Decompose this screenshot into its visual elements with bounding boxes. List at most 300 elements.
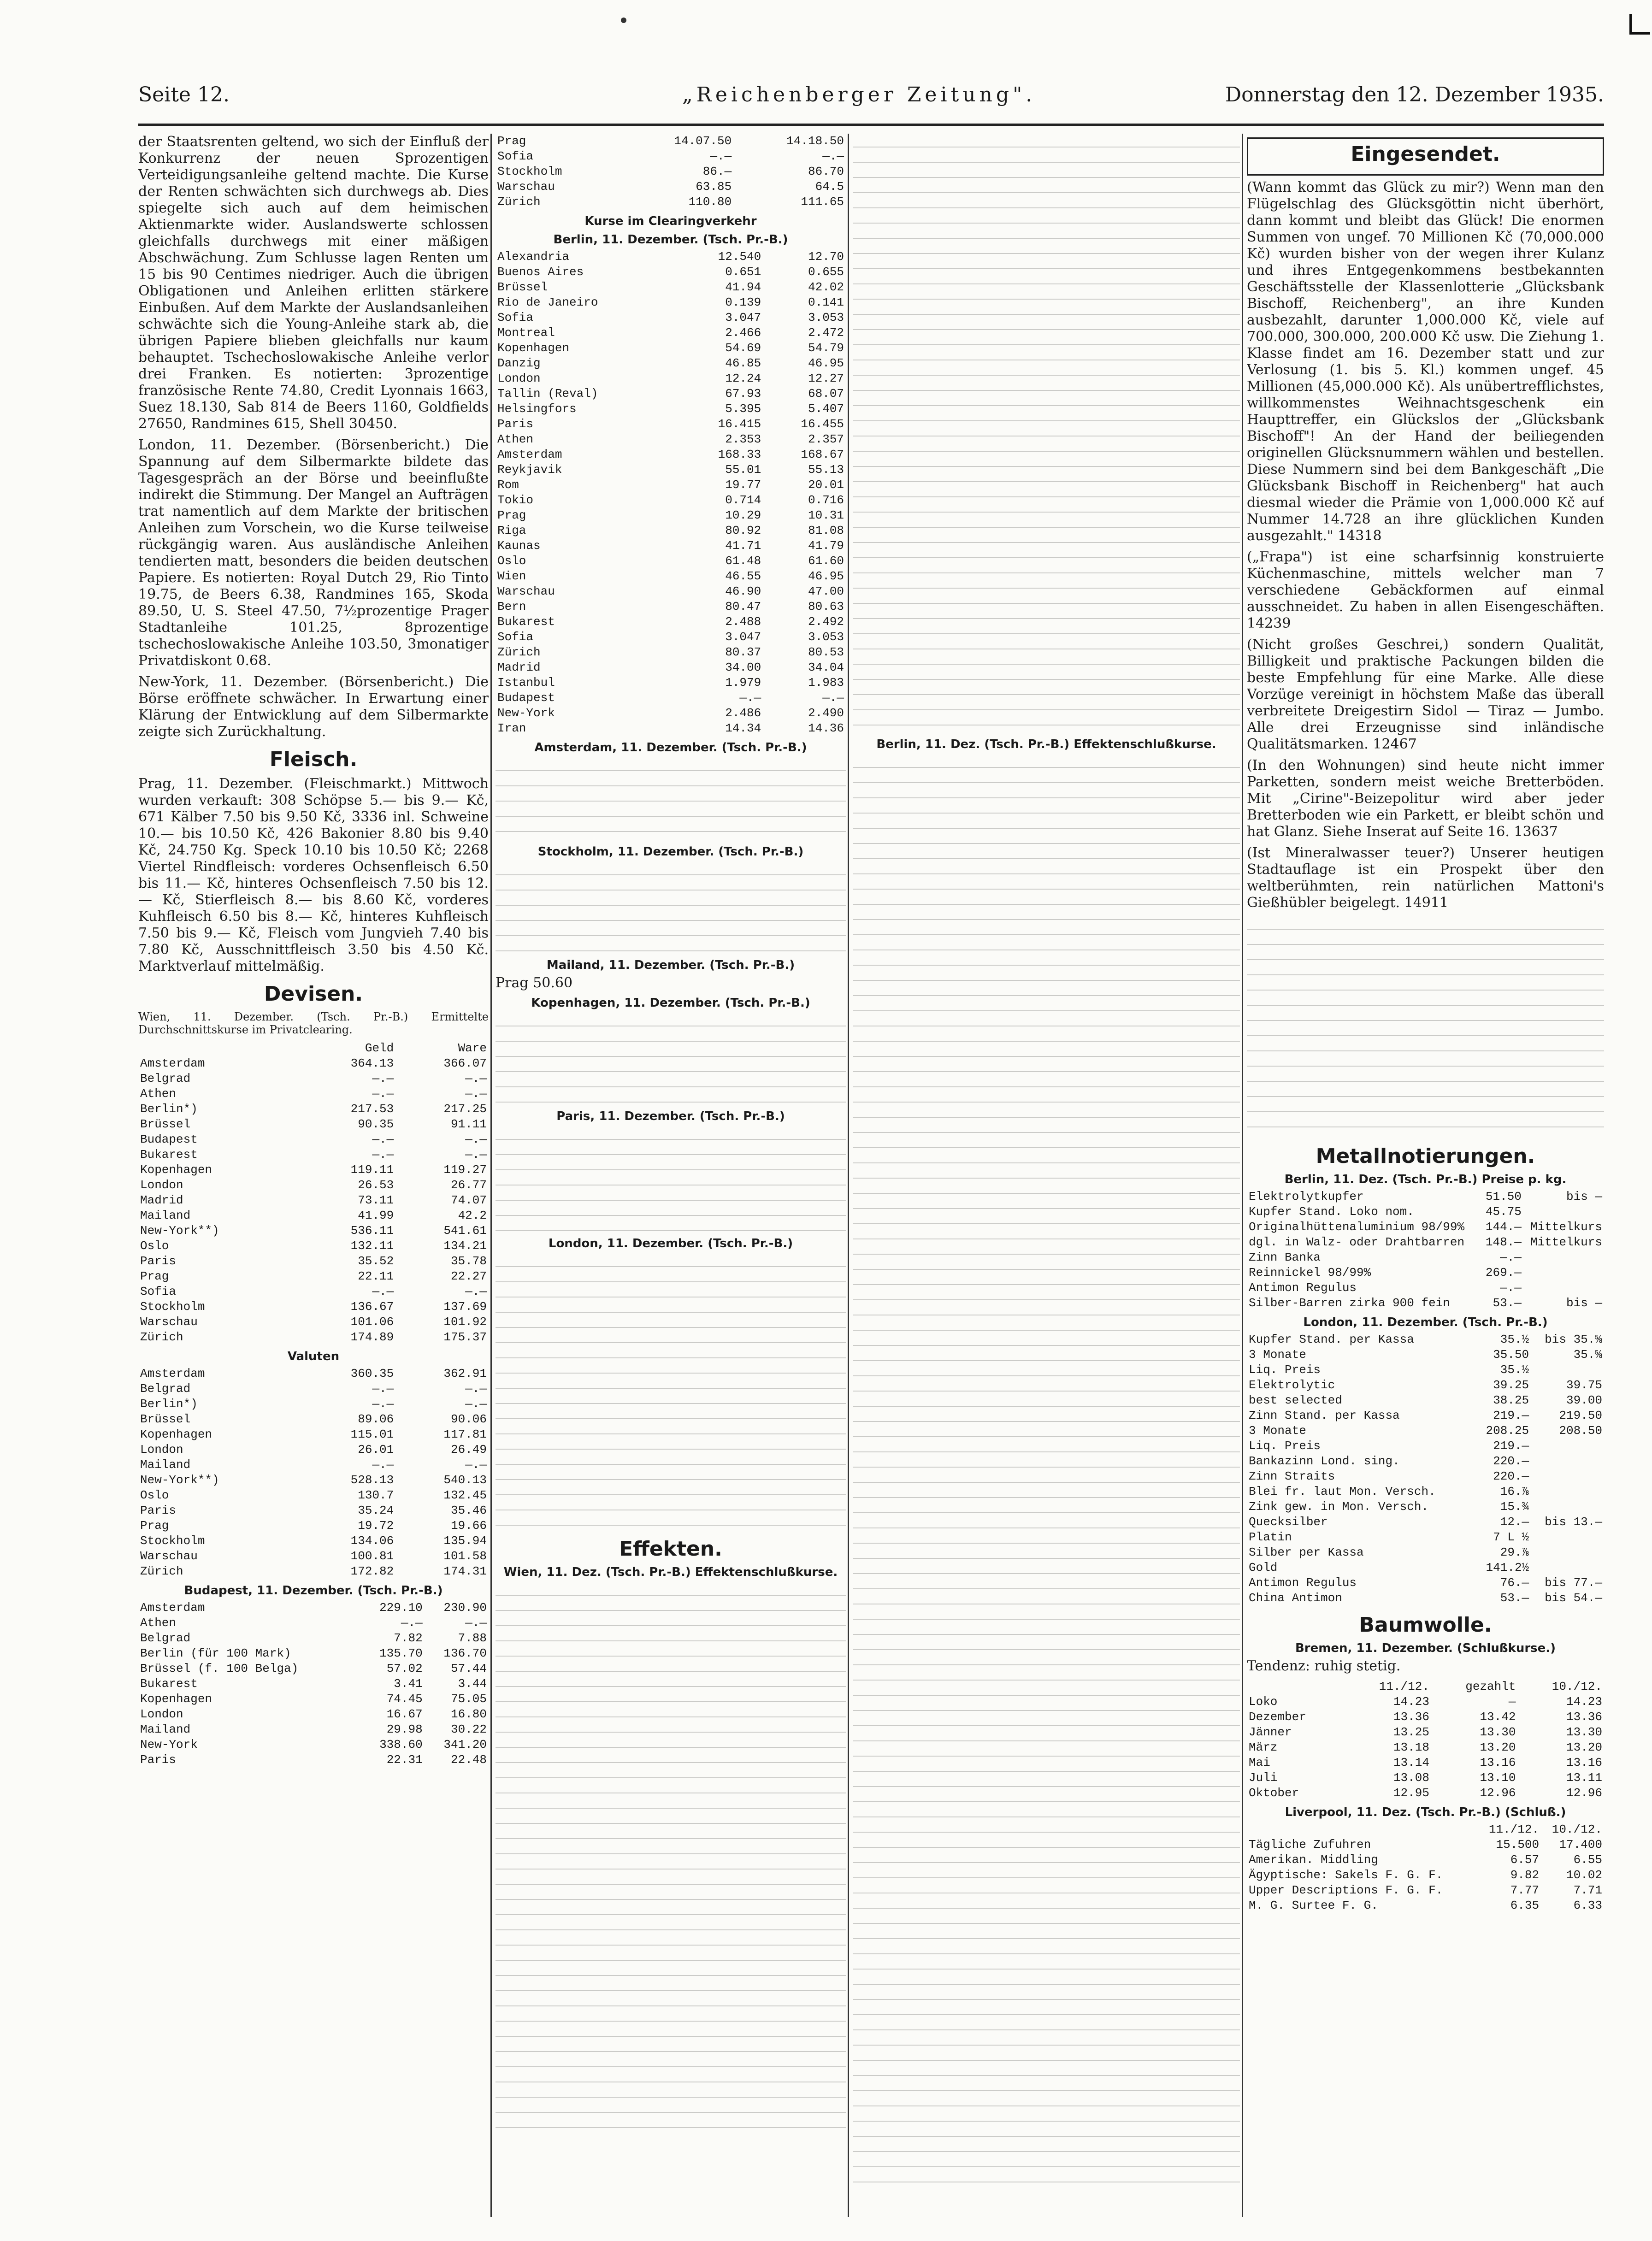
row-value: 10.31 bbox=[808, 508, 844, 522]
liverpool-title: Liverpool, 11. Dez. (Tsch. Pr.-B.) (Schluß.) bbox=[1285, 1805, 1566, 1819]
table-row bbox=[138, 1549, 489, 1564]
table-header bbox=[1247, 1822, 1604, 1837]
row-value: bis 35.⅝ bbox=[1545, 1333, 1602, 1346]
table-row bbox=[496, 690, 846, 706]
row-value: 41.79 bbox=[808, 539, 844, 553]
row-value: 3.44 bbox=[458, 1677, 487, 1691]
row-label: Silber per Kassa bbox=[1249, 1545, 1364, 1559]
london-report: London, 11. Dezember. (Börsenbericht.) Die Spannung auf dem Silbermarkte bildete das Tagesgespräch an der Börse und beeinflußte indirekt die Stimmung. Der Mangel an Aufträgen trat namentlich auf dem Markte der britischen Anleihen zum Vorschein, wo die Kurse teilweise rückgängig waren. Aus ausländische Anleihen tendierten matt, besonders die beiden deutschen Papiere. Es notierten: Royal Dutch 29, Rio Tinto 19.75, de Beers 6.38, Randmines 165, Skoda 89.50, U. S. Steel 47.50, 7½prozentige Prager Stadtanleihe 101.25, 8prozentige tschechoslowakische Anleihe 103.50, 3monatiger Privatdiskont 0.68. bbox=[138, 437, 489, 669]
table-row bbox=[1247, 1250, 1604, 1265]
row-value: 0.714 bbox=[725, 493, 761, 507]
row-label: Sofia bbox=[497, 311, 534, 324]
row-value: 80.92 bbox=[725, 524, 761, 537]
table-row bbox=[1247, 1898, 1604, 1913]
valuten-title: Valuten bbox=[287, 1350, 340, 1363]
ad-frapa: („Frapa") ist eine scharfsinnig konstruierte Küchenmaschine, mittels welcher man 7 verschiedene Gebäckformen auf einmal ausschneidet. Zu haben in allen Eisengeschäften. 14239 bbox=[1247, 549, 1604, 631]
row-value: 22.31 bbox=[386, 1753, 423, 1767]
table-row bbox=[496, 462, 846, 478]
row-label: Bukarest bbox=[140, 1677, 198, 1691]
row-value bbox=[1531, 1454, 1604, 1469]
row-value: 13.14 bbox=[1393, 1756, 1429, 1769]
row-value: 269.— bbox=[1485, 1266, 1522, 1280]
row-label: Zinn Straits bbox=[1249, 1469, 1335, 1483]
row-label: Amsterdam bbox=[140, 1056, 205, 1070]
row-label: Elektrolytkupfer bbox=[1249, 1190, 1364, 1203]
row-value: 35.½ bbox=[1500, 1333, 1529, 1346]
row-value: 46.90 bbox=[725, 584, 761, 598]
kopenhagen-table bbox=[496, 1013, 846, 1105]
row-value: 117.81 bbox=[443, 1427, 487, 1441]
row-value: 14.23 bbox=[1393, 1695, 1429, 1709]
row-value: 528.13 bbox=[350, 1473, 394, 1487]
row-label: Paris bbox=[497, 417, 534, 431]
row-value: 19.66 bbox=[450, 1519, 487, 1533]
metall-london-title: London, 11. Dezember. (Tsch. Pr.-B.) bbox=[1303, 1315, 1548, 1329]
table-row bbox=[1247, 1347, 1604, 1362]
row-label: Bankazinn Lond. sing. bbox=[1249, 1454, 1400, 1468]
section-title-baumwolle: Baumwolle. bbox=[1359, 1613, 1492, 1637]
budapest-table bbox=[138, 1600, 489, 1768]
row-value: 29.98 bbox=[386, 1722, 423, 1736]
row-label: Mailand bbox=[140, 1722, 191, 1736]
table-row bbox=[496, 149, 846, 164]
row-label: Silber-Barren zirka 900 fein bbox=[1249, 1296, 1450, 1310]
row-label: Oktober bbox=[1249, 1786, 1299, 1800]
row-value: 2.472 bbox=[808, 326, 844, 340]
table-row bbox=[1247, 1189, 1604, 1204]
row-value: 100.81 bbox=[350, 1549, 394, 1563]
table-row bbox=[1247, 1770, 1604, 1786]
row-value: 35.50 bbox=[1493, 1348, 1529, 1362]
section-title-eingesendet: Eingesendet. bbox=[1351, 142, 1500, 166]
row-value: 19.77 bbox=[725, 478, 761, 492]
table-row bbox=[496, 195, 846, 210]
bremen-tendenz: Tendenz: ruhig stetig. bbox=[1247, 1658, 1401, 1674]
row-label: Wien bbox=[497, 569, 526, 583]
table-row bbox=[1247, 1515, 1604, 1530]
row-value: 119.11 bbox=[350, 1163, 394, 1177]
column-4 bbox=[1247, 134, 1604, 2217]
row-label: Montreal bbox=[497, 326, 555, 340]
row-label: Sofia bbox=[497, 149, 534, 163]
row-value: 220.— bbox=[1493, 1454, 1529, 1468]
row-label: Antimon Regulus bbox=[1249, 1281, 1357, 1295]
row-value: 61.60 bbox=[808, 554, 844, 568]
table-row bbox=[1247, 1265, 1604, 1280]
row-label: Amsterdam bbox=[497, 448, 562, 461]
column-divider bbox=[848, 134, 849, 2217]
row-value: 208.25 bbox=[1486, 1424, 1529, 1438]
row-value: 64.5 bbox=[815, 180, 844, 194]
row-label: Belgrad bbox=[140, 1072, 191, 1085]
issue-date: Donnerstag den 12. Dezember 1935. bbox=[1225, 83, 1604, 106]
row-value: 144.— bbox=[1485, 1220, 1522, 1234]
table-row bbox=[496, 569, 846, 584]
row-value: 90.35 bbox=[358, 1117, 394, 1131]
header-cell: 11./12. bbox=[1379, 1680, 1429, 1693]
row-label: Madrid bbox=[140, 1193, 183, 1207]
table-row bbox=[1247, 1378, 1604, 1393]
row-label: Bukarest bbox=[140, 1148, 198, 1162]
row-label: Kupfer Stand. Loko nom. bbox=[1249, 1205, 1414, 1219]
row-value: 15.500 bbox=[1496, 1838, 1540, 1852]
row-value: 53.— bbox=[1493, 1296, 1522, 1310]
table-row bbox=[496, 280, 846, 295]
table-row bbox=[138, 1178, 489, 1193]
row-value: 10.29 bbox=[725, 508, 761, 522]
row-value: —.— bbox=[822, 691, 844, 705]
row-value: 1.983 bbox=[808, 676, 844, 690]
row-value: 17.400 bbox=[1559, 1838, 1602, 1852]
row-label: Mailand bbox=[140, 1209, 191, 1222]
stock-table-upper bbox=[853, 134, 1240, 733]
row-value: 29.⅞ bbox=[1500, 1545, 1529, 1559]
table-row bbox=[138, 1193, 489, 1208]
row-label: Kopenhagen bbox=[140, 1427, 212, 1441]
row-value: 217.25 bbox=[443, 1102, 487, 1116]
row-label: 3 Monate bbox=[1249, 1424, 1306, 1438]
table-row bbox=[496, 508, 846, 523]
table-row bbox=[496, 706, 846, 721]
row-value: 53.— bbox=[1500, 1591, 1529, 1605]
row-label: Zürich bbox=[497, 645, 541, 659]
table-row bbox=[138, 1086, 489, 1102]
row-value: 7.82 bbox=[394, 1631, 423, 1645]
row-label: Elektrolytic bbox=[1249, 1378, 1335, 1392]
row-value: 34.00 bbox=[725, 661, 761, 674]
table-row bbox=[138, 1600, 489, 1616]
row-label: Prag bbox=[497, 134, 526, 148]
table-row bbox=[496, 523, 846, 538]
row-label: Gold bbox=[1249, 1561, 1278, 1575]
column-3 bbox=[853, 134, 1240, 2217]
row-value: 132.11 bbox=[350, 1239, 394, 1253]
row-value: 39.25 bbox=[1493, 1378, 1529, 1392]
table-row bbox=[1247, 1755, 1604, 1770]
row-value: 168.33 bbox=[718, 448, 761, 461]
table-row bbox=[496, 584, 846, 599]
row-value: 132.45 bbox=[443, 1488, 487, 1502]
row-value: 74.07 bbox=[450, 1193, 487, 1207]
row-value: bis 54.— bbox=[1545, 1591, 1602, 1605]
row-value: 2.466 bbox=[725, 326, 761, 340]
row-label: London bbox=[140, 1443, 183, 1457]
row-value: 13.20 bbox=[1480, 1740, 1516, 1754]
row-value: 86.70 bbox=[808, 165, 844, 178]
table-row bbox=[138, 1752, 489, 1768]
berlin-effekten-table bbox=[853, 754, 1240, 2183]
table-row bbox=[138, 1208, 489, 1223]
row-value: 46.95 bbox=[808, 569, 844, 583]
table-row bbox=[138, 1646, 489, 1661]
row-value: 338.60 bbox=[379, 1738, 423, 1752]
table-row bbox=[1247, 1423, 1604, 1439]
row-label: Rom bbox=[497, 478, 519, 492]
row-value: 38.25 bbox=[1493, 1393, 1529, 1407]
row-label: Zürich bbox=[497, 195, 541, 209]
row-value: 115.01 bbox=[350, 1427, 394, 1441]
eingesendet-box bbox=[1247, 137, 1604, 176]
table-row bbox=[1247, 1454, 1604, 1469]
row-value: 16.80 bbox=[450, 1707, 487, 1721]
row-value: 46.85 bbox=[725, 356, 761, 370]
table-row bbox=[1247, 1332, 1604, 1347]
row-label: New-York**) bbox=[140, 1473, 219, 1487]
row-value: 2.486 bbox=[725, 706, 761, 720]
table-row bbox=[1247, 1868, 1604, 1883]
row-value: 135.70 bbox=[379, 1646, 423, 1660]
row-value: 148.— bbox=[1485, 1235, 1522, 1249]
row-value: —.— bbox=[372, 1397, 394, 1411]
table-row bbox=[138, 1299, 489, 1315]
row-label: M. G. Surtee F. G. bbox=[1249, 1899, 1378, 1912]
table-row bbox=[1247, 1235, 1604, 1250]
table-row bbox=[496, 447, 846, 462]
column-1 bbox=[138, 134, 489, 2217]
row-label: Helsingfors bbox=[497, 402, 577, 416]
row-label: London bbox=[140, 1178, 183, 1192]
row-label: Berlin*) bbox=[140, 1102, 198, 1116]
row-value: 219.— bbox=[1493, 1439, 1529, 1453]
row-value: 7.88 bbox=[458, 1631, 487, 1645]
row-value: 3.053 bbox=[808, 311, 844, 324]
table-row bbox=[138, 1564, 489, 1579]
row-value bbox=[1531, 1439, 1604, 1454]
table-row bbox=[496, 371, 846, 386]
row-value: 35.78 bbox=[450, 1254, 487, 1268]
row-value: 0.139 bbox=[725, 295, 761, 309]
row-value: 46.55 bbox=[725, 569, 761, 583]
table-row bbox=[1247, 1545, 1604, 1560]
row-value: 5.407 bbox=[808, 402, 844, 416]
ad-mattoni: (Ist Mineralwasser teuer?) Unserer heutigen Stadtauflage ist ein Prospekt über den weltberühmten, rein natürlichen Mattoni's Gießhübler beigelegt. 14911 bbox=[1247, 845, 1604, 911]
table-row bbox=[1247, 1575, 1604, 1591]
row-value: 13.36 bbox=[1566, 1710, 1602, 1724]
row-value bbox=[1523, 1204, 1604, 1220]
row-value: 0.655 bbox=[808, 265, 844, 279]
row-value: 5.395 bbox=[725, 402, 761, 416]
row-value: 130.7 bbox=[358, 1488, 394, 1502]
table-row bbox=[496, 386, 846, 401]
row-value: 134.21 bbox=[443, 1239, 487, 1253]
table-row bbox=[496, 295, 846, 310]
row-value: 16.415 bbox=[718, 417, 761, 431]
table-row bbox=[1247, 1725, 1604, 1740]
table-row bbox=[1247, 1408, 1604, 1423]
devisen-table bbox=[138, 1041, 489, 1345]
table-row bbox=[138, 1412, 489, 1427]
row-value: 6.35 bbox=[1510, 1899, 1540, 1912]
row-label: Zink gew. in Mon. Versch. bbox=[1249, 1500, 1429, 1514]
table-row bbox=[1247, 1694, 1604, 1710]
row-label: London bbox=[140, 1707, 183, 1721]
table-row bbox=[138, 1381, 489, 1397]
row-value bbox=[1531, 1469, 1604, 1484]
row-value: 26.01 bbox=[358, 1443, 394, 1457]
row-value: 360.35 bbox=[350, 1367, 394, 1380]
table-row bbox=[1247, 1362, 1604, 1378]
row-label: Zinn Banka bbox=[1249, 1250, 1321, 1264]
budapest-title: Budapest, 11. Dezember. (Tsch. Pr.-B.) bbox=[184, 1584, 443, 1598]
row-value: 75.05 bbox=[450, 1692, 487, 1706]
row-value: 13.36 bbox=[1393, 1710, 1429, 1724]
table-row bbox=[496, 432, 846, 447]
row-value: Mittelkurs bbox=[1530, 1220, 1602, 1234]
berlin-devisen-table bbox=[496, 249, 846, 736]
row-label: Riga bbox=[497, 524, 526, 537]
table-row bbox=[496, 401, 846, 417]
row-value: 74.45 bbox=[386, 1692, 423, 1706]
row-value: 41.99 bbox=[358, 1209, 394, 1222]
row-label: Mailand bbox=[140, 1458, 191, 1472]
stockholm-table bbox=[496, 861, 846, 954]
table-header bbox=[1247, 1679, 1604, 1694]
table-row bbox=[138, 1162, 489, 1178]
row-value: 39.75 bbox=[1566, 1378, 1602, 1392]
row-value: bis 13.— bbox=[1545, 1515, 1602, 1529]
row-value: 42.2 bbox=[458, 1209, 487, 1222]
paris-table bbox=[496, 1126, 846, 1232]
row-value: 80.53 bbox=[808, 645, 844, 659]
metall-berlin-table bbox=[1247, 1189, 1604, 1311]
row-label: Mai bbox=[1249, 1756, 1270, 1769]
row-value: —.— bbox=[372, 1087, 394, 1101]
row-value: 229.10 bbox=[379, 1601, 423, 1615]
mailand-title: Mailand, 11. Dezember. (Tsch. Pr.-B.) bbox=[546, 958, 795, 972]
row-label: Bukarest bbox=[497, 615, 555, 629]
row-label: Liq. Preis bbox=[1249, 1439, 1321, 1453]
row-value: 174.31 bbox=[443, 1564, 487, 1578]
table-row bbox=[496, 554, 846, 569]
liverpool-table bbox=[1247, 1822, 1604, 1913]
row-label: Reykjavik bbox=[497, 463, 562, 477]
row-value: 22.11 bbox=[358, 1269, 394, 1283]
row-value: 6.55 bbox=[1573, 1853, 1602, 1867]
row-value: 101.06 bbox=[350, 1315, 394, 1329]
header-cell bbox=[1247, 1822, 1478, 1837]
row-value: 12.70 bbox=[808, 250, 844, 264]
table-row bbox=[1247, 1852, 1604, 1868]
row-value: 13.16 bbox=[1480, 1756, 1516, 1769]
table-row bbox=[138, 1692, 489, 1707]
amsterdam-table bbox=[496, 757, 846, 840]
row-value: —.— bbox=[822, 149, 844, 163]
row-value: 13.10 bbox=[1480, 1771, 1516, 1785]
row-label: Prag bbox=[140, 1519, 169, 1533]
row-value: 14.18.50 bbox=[786, 134, 844, 148]
table-row bbox=[138, 1102, 489, 1117]
header-cell bbox=[138, 1041, 303, 1056]
row-value: 35.46 bbox=[450, 1504, 487, 1517]
row-label: New-York bbox=[497, 706, 555, 720]
table-row bbox=[138, 1223, 489, 1238]
row-label: London bbox=[497, 372, 541, 385]
table-row bbox=[1247, 1710, 1604, 1725]
row-value: 172.82 bbox=[350, 1564, 394, 1578]
corner-mark bbox=[1629, 14, 1650, 35]
row-label: Tallin (Reval) bbox=[497, 387, 598, 401]
table-row bbox=[138, 1071, 489, 1086]
row-label: Originalhüttenaluminium 98/99% bbox=[1249, 1220, 1465, 1234]
row-label: Liq. Preis bbox=[1249, 1363, 1321, 1377]
row-label: Zürich bbox=[140, 1330, 183, 1344]
row-label: China Antimon bbox=[1249, 1591, 1342, 1605]
table-row bbox=[138, 1707, 489, 1722]
row-value: 19.72 bbox=[358, 1519, 394, 1533]
table-row bbox=[1247, 1439, 1604, 1454]
row-value: 174.89 bbox=[350, 1330, 394, 1344]
table-row bbox=[1247, 1280, 1604, 1296]
table-row bbox=[496, 478, 846, 493]
row-value: 26.53 bbox=[358, 1178, 394, 1192]
row-label: Antimon Regulus bbox=[1249, 1576, 1357, 1590]
table-row bbox=[1247, 1484, 1604, 1499]
row-value: 220.— bbox=[1493, 1469, 1529, 1483]
table-row bbox=[496, 660, 846, 675]
row-value: 111.65 bbox=[801, 195, 844, 209]
row-value: —.— bbox=[372, 1458, 394, 1472]
row-label: Madrid bbox=[497, 661, 541, 674]
row-value: 136.67 bbox=[350, 1300, 394, 1314]
bank-shares-table bbox=[1247, 916, 1604, 1137]
row-value: 175.37 bbox=[443, 1330, 487, 1344]
row-value: 135.94 bbox=[443, 1534, 487, 1548]
row-label: Stockholm bbox=[140, 1300, 205, 1314]
table-row bbox=[496, 417, 846, 432]
row-value: 39.00 bbox=[1566, 1393, 1602, 1407]
table-row bbox=[138, 1533, 489, 1549]
row-value: 13.42 bbox=[1480, 1710, 1516, 1724]
row-value: 57.44 bbox=[450, 1662, 487, 1675]
table-row bbox=[138, 1676, 489, 1692]
table-row bbox=[138, 1254, 489, 1269]
row-label: Brüssel bbox=[140, 1117, 191, 1131]
london-table bbox=[496, 1253, 846, 1530]
row-label: Paris bbox=[140, 1504, 177, 1517]
row-label: Kopenhagen bbox=[140, 1692, 212, 1706]
row-value: 208.50 bbox=[1559, 1424, 1602, 1438]
row-value: 13.25 bbox=[1393, 1725, 1429, 1739]
row-label: Berlin (für 100 Mark) bbox=[140, 1646, 291, 1660]
bremen-title: Bremen, 11. Dezember. (Schlußkurse.) bbox=[1295, 1641, 1556, 1655]
table-row bbox=[1247, 1499, 1604, 1515]
row-value: 341.20 bbox=[443, 1738, 487, 1752]
row-value: 7 L ½ bbox=[1493, 1530, 1529, 1544]
row-value: 217.53 bbox=[350, 1102, 394, 1116]
row-label: Paris bbox=[140, 1254, 177, 1268]
row-value: 541.61 bbox=[443, 1224, 487, 1238]
table-row bbox=[496, 179, 846, 195]
row-label: Bern bbox=[497, 600, 526, 613]
table-row bbox=[1247, 1296, 1604, 1311]
column-2 bbox=[496, 134, 846, 2217]
row-label: Brüssel (f. 100 Belga) bbox=[140, 1662, 299, 1675]
row-value: —.— bbox=[465, 1072, 487, 1085]
table-row bbox=[138, 1616, 489, 1631]
row-value: 51.50 bbox=[1485, 1190, 1522, 1203]
row-value: 16.455 bbox=[801, 417, 844, 431]
row-value: 54.79 bbox=[808, 341, 844, 355]
row-label: Ägyptische: Sakels F. G. F. bbox=[1249, 1868, 1443, 1882]
berlin-effekten-title: Berlin, 11. Dez. (Tsch. Pr.-B.) Effektenschlußkurse. bbox=[876, 737, 1216, 751]
table-row bbox=[1247, 1837, 1604, 1852]
metall-london-table bbox=[1247, 1332, 1604, 1606]
row-value bbox=[1523, 1250, 1604, 1265]
row-label: Sofia bbox=[140, 1285, 177, 1298]
row-label: Budapest bbox=[140, 1132, 198, 1146]
paris-title: Paris, 11. Dezember. (Tsch. Pr.-B.) bbox=[556, 1109, 785, 1123]
row-label: Athen bbox=[497, 432, 534, 446]
